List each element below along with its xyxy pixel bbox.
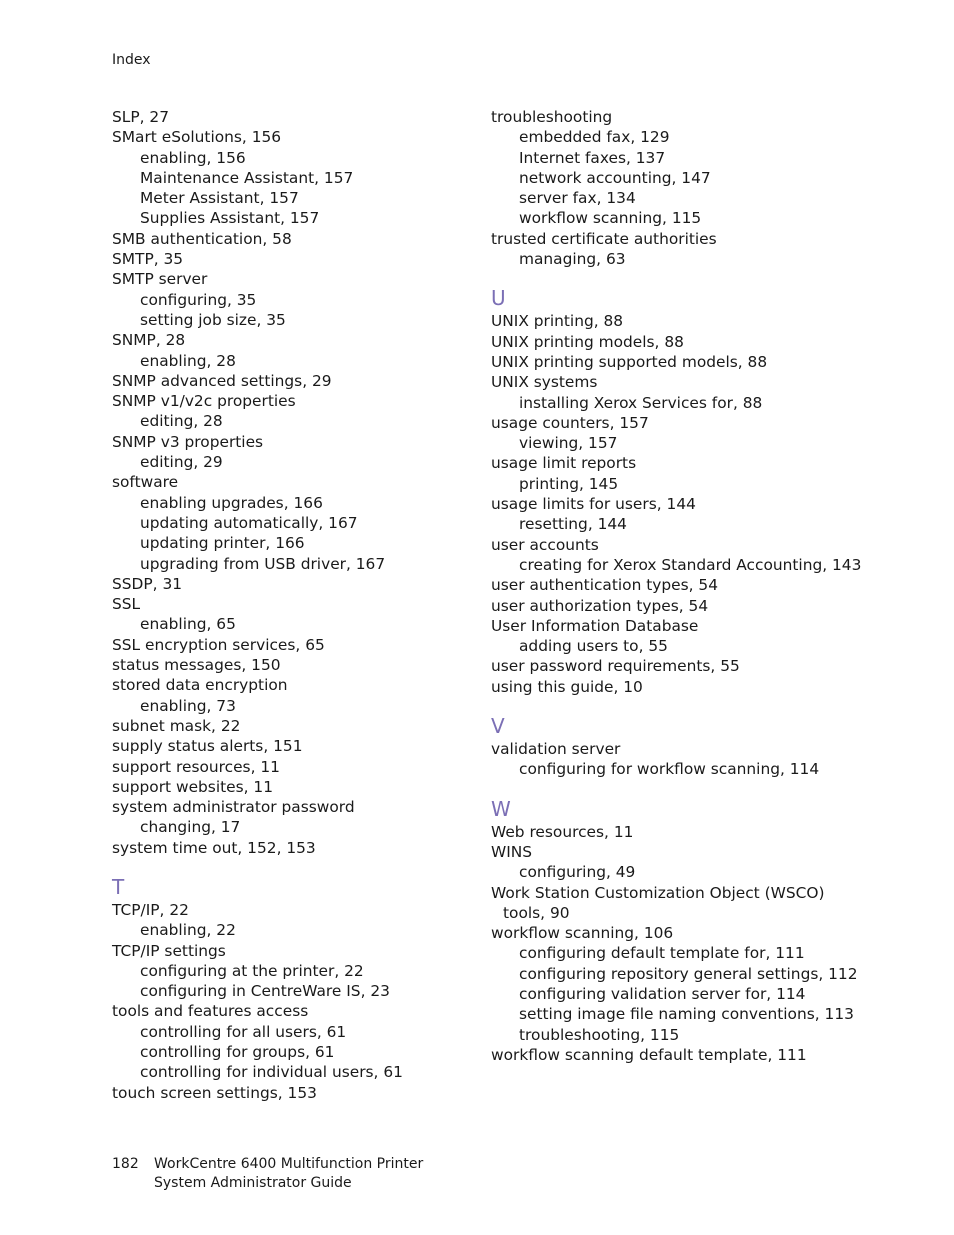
index-subentry: Meter Assistant, 157 — [140, 189, 299, 208]
index-subentry: configuring, 49 — [519, 863, 636, 882]
index-subentry: tools, 90 — [503, 903, 570, 922]
index-entry: SMTP server — [112, 270, 208, 289]
index-entry: user accounts — [491, 535, 599, 554]
running-header: Index — [112, 52, 151, 68]
index-subentry: adding users to, 55 — [519, 637, 668, 656]
index-entry: status messages, 150 — [112, 656, 281, 675]
index-subentry: managing, 63 — [519, 250, 626, 269]
index-entry: UNIX printing supported models, 88 — [491, 352, 768, 371]
index-subentry: upgrading from USB driver, 167 — [140, 554, 386, 573]
index-column-left — [112, 107, 472, 1103]
index-subentry: Supplies Assistant, 157 — [140, 209, 320, 228]
index-subentry: setting job size, 35 — [140, 310, 286, 329]
index-entry: user authorization types, 54 — [491, 596, 709, 615]
index-subentry: updating printer, 166 — [140, 534, 305, 553]
index-subentry: installing Xerox Services for, 88 — [519, 393, 763, 412]
index-subentry: controlling for all users, 61 — [140, 1022, 347, 1041]
index-entry: SNMP v3 properties — [112, 432, 264, 451]
index-subentry: configuring in CentreWare IS, 23 — [140, 982, 390, 1001]
section-letter: V — [491, 714, 505, 739]
index-entry: stored data encryption — [112, 676, 288, 695]
index-entry: supply status alerts, 151 — [112, 737, 303, 756]
index-entry: system administrator password — [112, 798, 355, 817]
index-entry: workflow scanning, 106 — [491, 924, 674, 943]
index-subentry: setting image file naming conventions, 113 — [519, 1005, 854, 1024]
index-entry: workflow scanning default template, 111 — [491, 1045, 807, 1064]
index-entry: User Information Database — [491, 616, 699, 635]
index-entry: subnet mask, 22 — [112, 716, 241, 735]
index-entry: SLP, 27 — [112, 108, 169, 126]
index-entry: support resources, 11 — [112, 757, 280, 776]
index-entry: troubleshooting — [491, 108, 613, 126]
index-entry: SMTP, 35 — [112, 250, 184, 269]
index-subentry: changing, 17 — [140, 818, 241, 837]
index-subentry: controlling for groups, 61 — [140, 1043, 335, 1062]
index-entry: system time out, 152, 153 — [112, 838, 316, 857]
index-entry: SMB authentication, 58 — [112, 229, 292, 248]
index-subentry: Maintenance Assistant, 157 — [140, 168, 354, 187]
index-subentry: editing, 28 — [140, 412, 223, 431]
index-subentry: editing, 29 — [140, 453, 223, 472]
index-entry: validation server — [491, 740, 621, 759]
index-entry: SSL — [112, 595, 141, 614]
index-subentry: creating for Xerox Standard Accounting, 143 — [519, 555, 862, 574]
index-entry: SNMP v1/v2c properties — [112, 392, 296, 411]
index-subentry: configuring for workflow scanning, 114 — [519, 760, 820, 779]
index-subentry: network accounting, 147 — [519, 168, 711, 187]
index-subentry: Internet faxes, 137 — [519, 148, 666, 167]
index-entry: tools and features access — [112, 1002, 309, 1021]
index-entry: SNMP, 28 — [112, 331, 186, 350]
page-number: 182 — [112, 1156, 139, 1172]
footer-product-name: WorkCentre 6400 Multifunction Printer — [154, 1156, 424, 1172]
index-entry: usage counters, 157 — [491, 413, 649, 432]
index-entry: usage limit reports — [491, 454, 637, 473]
index-subentry: enabling, 156 — [140, 148, 246, 167]
index-subentry: embedded fax, 129 — [519, 128, 670, 147]
index-entry: SSL encryption services, 65 — [112, 635, 325, 654]
index-subentry: workflow scanning, 115 — [519, 209, 702, 228]
index-subentry: enabling, 73 — [140, 696, 236, 715]
index-entry: Web resources, 11 — [491, 822, 634, 841]
index-entry: software — [112, 473, 179, 492]
section-letter: W — [491, 796, 511, 821]
index-entry: using this guide, 10 — [491, 677, 643, 696]
index-entry: SSDP, 31 — [112, 574, 183, 593]
index-entry: TCP/IP settings — [112, 941, 226, 960]
footer-guide-name: System Administrator Guide — [154, 1175, 352, 1191]
index-subentry: viewing, 157 — [519, 434, 618, 453]
index-entry: SMart eSolutions, 156 — [112, 128, 282, 147]
index-entry: WINS — [491, 842, 533, 861]
index-entry: support websites, 11 — [112, 777, 273, 796]
index-entry: UNIX printing, 88 — [491, 312, 624, 331]
index-subentry: enabling, 28 — [140, 351, 236, 370]
index-subentry: resetting, 144 — [519, 515, 627, 534]
index-subentry: enabling upgrades, 166 — [140, 493, 323, 512]
index-subentry: configuring, 35 — [140, 290, 257, 309]
index-column-right — [491, 107, 891, 1065]
index-subentry: configuring validation server for, 114 — [519, 984, 806, 1003]
index-subentry: enabling, 22 — [140, 921, 236, 940]
index-entry: TCP/IP, 22 — [112, 900, 189, 919]
section-letter: U — [491, 286, 506, 311]
index-subentry: configuring at the printer, 22 — [140, 961, 364, 980]
section-letter: T — [112, 874, 125, 899]
index-subentry: updating automatically, 167 — [140, 513, 358, 532]
index-subentry: server fax, 134 — [519, 189, 636, 208]
index-subentry: controlling for individual users, 61 — [140, 1063, 403, 1082]
index-entry: touch screen settings, 153 — [112, 1083, 317, 1102]
index-subentry: enabling, 65 — [140, 615, 236, 634]
index-entry: user authentication types, 54 — [491, 576, 719, 595]
index-subentry: printing, 145 — [519, 474, 619, 493]
index-entry: UNIX systems — [491, 373, 598, 392]
index-entry: SNMP advanced settings, 29 — [112, 371, 332, 390]
index-entry: trusted certificate authorities — [491, 229, 717, 248]
index-entry: usage limits for users, 144 — [491, 495, 696, 514]
index-subentry: configuring repository general settings, 112 — [519, 964, 858, 983]
index-entry: UNIX printing models, 88 — [491, 332, 684, 351]
index-entry: Work Station Customization Object (WSCO) — [491, 883, 825, 902]
index-entry: user password requirements, 55 — [491, 657, 740, 676]
index-subentry: configuring default template for, 111 — [519, 944, 805, 963]
index-subentry: troubleshooting, 115 — [519, 1025, 680, 1044]
